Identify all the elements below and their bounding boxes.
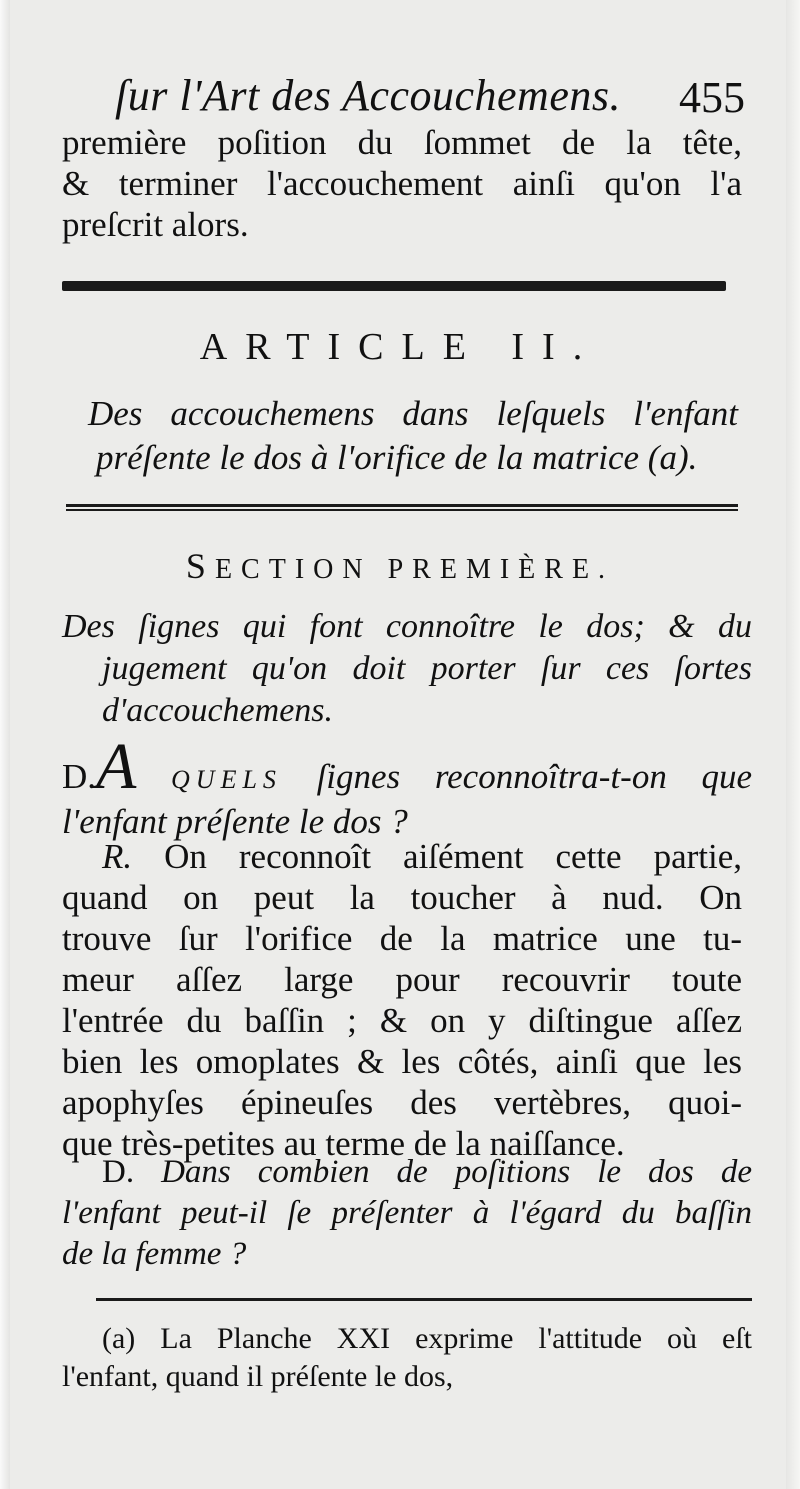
footnote-line: (a) La Planche XXI exprime l'attitude où eſt: [102, 1322, 752, 1355]
intro-paragraph: [62, 122, 742, 245]
answer-1-line: quand on peut la toucher à nud. On: [62, 878, 742, 917]
answer-1-line: apophyſes épineuſes des vertèbres, quoi-: [62, 1083, 742, 1122]
article-subtitle-line: Des accouchemens dans leſquels l'enfant: [88, 394, 738, 433]
question-1-text: ſignes reconnoîtra-t-on que: [316, 757, 753, 796]
question-2: [62, 1152, 752, 1275]
section-title-rest: ECTION PREMIÈRE.: [214, 554, 615, 585]
running-title: ſur l'Art des Accouchemens.: [115, 71, 621, 120]
answer-1-line: bien les omoplates & les côtés, ainſi que les: [62, 1042, 742, 1081]
section-subtitle-line: jugement qu'on doit porter ſur ces ſortes: [102, 650, 752, 687]
answer-1-text: On reconnoît aiſément cette partie,: [164, 837, 742, 876]
intro-line: & terminer l'accouchement ainſi qu'on l'a: [62, 164, 742, 203]
answer-1: [62, 836, 742, 1164]
intro-line: preſcrit alors.: [62, 205, 249, 244]
section-subtitle: [62, 606, 752, 732]
question-2-line: l'enfant peut-il ſe préſenter à l'égard du baſſin: [62, 1195, 752, 1231]
section-subtitle-line: d'accouchemens.: [102, 692, 334, 729]
article-title: ARTICLE II.: [199, 326, 601, 368]
answer-1-line: que très-petites au terme de la naiſſance.: [62, 1124, 625, 1163]
drop-cap: A: [96, 730, 137, 803]
footnote-line: l'enfant, quand il préſente le dos,: [62, 1360, 454, 1393]
running-head: [115, 70, 745, 130]
question-1-line-2: l'enfant préſente le dos ?: [62, 802, 408, 841]
question-2-line: [62, 1152, 752, 1193]
double-rule-top: [66, 504, 738, 507]
section-subtitle-line: Des ſignes qui font connoître le dos; & du: [62, 608, 752, 645]
thick-rule: [62, 281, 726, 291]
question-1-line: [62, 730, 753, 803]
answer-1-line: trouve ſur l'orifice de la matrice une tu-: [62, 919, 742, 958]
page-edge-left: [0, 0, 10, 1489]
article-subtitle-line: préſente le dos à l'orifice de la matrice (a).: [96, 438, 698, 477]
question-2-text: Dans combien de poſitions le dos de: [161, 1154, 753, 1190]
question-prefix: D.: [102, 1154, 135, 1190]
question-1: [62, 730, 753, 843]
question-2-line: de la femme ?: [62, 1236, 247, 1272]
question-prefix: D.: [62, 757, 97, 796]
section-title: [0, 545, 800, 587]
answer-1-line: l'entrée du baſſin ; & on y diſtingue aſſez: [62, 1001, 742, 1040]
page-edge-right: [786, 0, 800, 1489]
section-title-initial: S: [185, 546, 215, 586]
intro-line: première poſition du ſommet de la tête,: [62, 123, 742, 162]
article-subtitle: [88, 392, 738, 480]
answer-1-line: [62, 836, 742, 877]
page-number: 455: [679, 73, 745, 122]
answer-prefix: R.: [102, 837, 133, 876]
answer-1-line: meur aſſez large pour recouvrir toute: [62, 960, 742, 999]
small-caps-word: QUELS: [171, 765, 282, 794]
double-rule-bottom: [66, 509, 738, 511]
footnote: [62, 1320, 752, 1396]
footnote-rule: [96, 1298, 752, 1301]
